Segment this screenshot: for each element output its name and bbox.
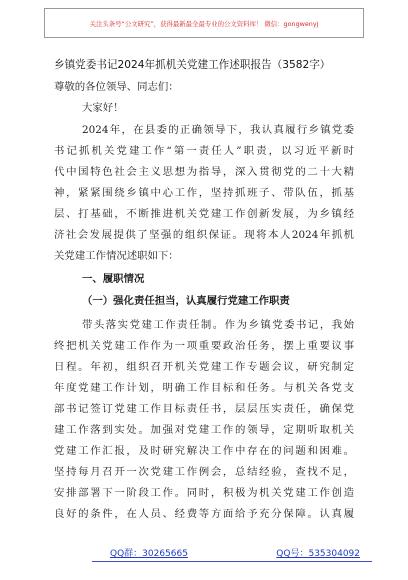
body-line: 带头落实党建工作责任制。作为乡镇党委书记，我始 [82,319,354,331]
body-line: 良好的条件，在人员、经费等方面给予充分保障。认真履 [54,508,354,520]
document-title: 乡镇党委书记2024年抓机关党建工作述职报告（3582字） [54,59,331,71]
body-line: 日程。年初，组织召开机关党建工作专题会议，研究制定 [54,361,354,373]
body-line: 建工作落到实处。加强对党建工作的领导，定期听取机关 [54,424,354,436]
greeting: 大家好！ [82,102,124,114]
body-line: 年度党建工作计划，明确工作目标和任务。与机关各党支 [54,382,354,394]
body-line: 安排部署下一阶段工作。同时，积极为机关党建工作创造 [54,487,354,499]
subsection-heading: （一）强化责任担当，认真履行党建工作职责 [82,295,290,307]
footer-qq-number[interactable]: QQ号：535304092 [276,549,360,559]
body-line: 层、打基础，不断推进机关党建工作创新发展，为乡镇经 [54,208,354,220]
body-line: 部书记签订党建工作目标责任书，层层压实责任，确保党 [54,403,354,415]
salutation: 尊敬的各位领导、同志们： [54,81,179,93]
body-line: 神，紧紧围绕乡镇中心工作，坚持抓班子、带队伍，抓基 [54,187,354,199]
footer-divider [92,561,372,562]
body-line: 坚持每月召开一次党建工作例会，总结经验，查找不足， [54,466,354,478]
footer-qq-group[interactable]: QQ群：30265665 [110,549,188,559]
body-line: 济社会发展提供了坚强的组织保证。现将本人2024年抓机 [54,229,354,241]
body-line: 党建工作汇报，及时研究解决工作中存在的问题和困难。 [54,445,354,457]
body-line: 关党建工作情况述职如下： [54,250,179,262]
body-line: 终把机关党建工作作为一项重要政治任务，摆上重要议事 [54,340,354,352]
body-line: 书记抓机关党建工作“第一责任人”职责，以习近平新时 [54,145,354,157]
watermark-banner [44,8,364,38]
body-line: 2024年，在县委的正确领导下，我认真履行乡镇党委 [82,124,354,136]
footer-contact [110,546,360,560]
section-heading: 一、履职情况 [82,273,145,285]
watermark-banner-text: 关注头条号“公文研究”，获得最新最全最专业的公文资料库！ 微信：gongwenyj [89,19,319,28]
body-line: 代中国特色社会主义思想为指导，深入贯彻党的二十大精 [54,166,354,178]
